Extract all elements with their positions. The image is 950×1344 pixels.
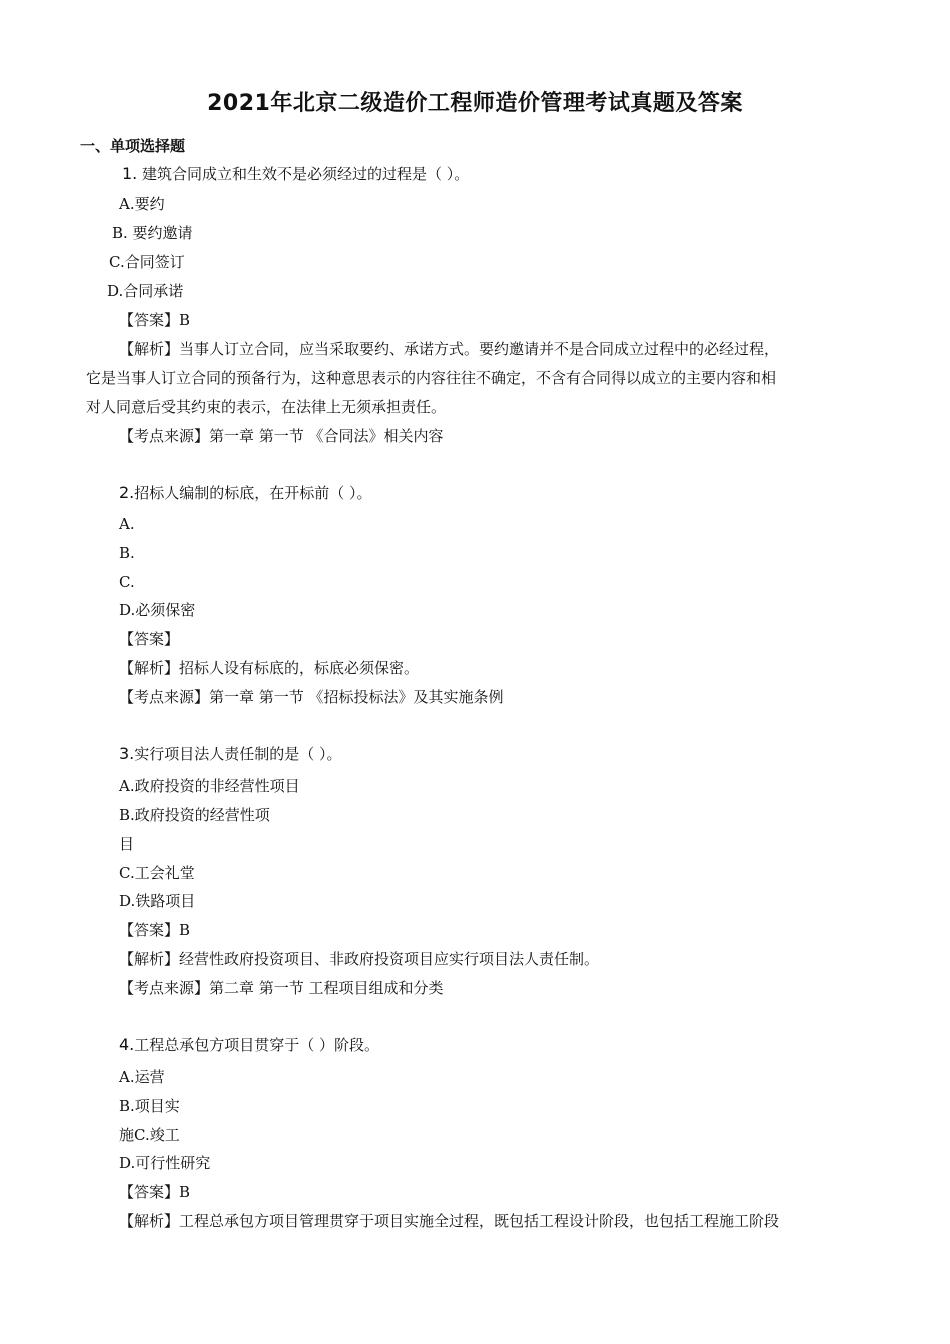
- question-3-number: 3.: [119, 744, 135, 763]
- question-2-stem: [119, 482, 372, 504]
- question-1-stem: [122, 163, 469, 185]
- question-4-analysis: 【解析】工程总承包方项目管理贯穿于项目实施全过程，既包括工程设计阶段，也包括工程施工阶段: [119, 1212, 780, 1230]
- section-heading: 一、单项选择题: [80, 137, 186, 155]
- question-1-option-d: D.合同承诺: [107, 282, 184, 300]
- question-4-answer: 【答案】B: [119, 1183, 191, 1201]
- question-2-option-c: C.: [119, 573, 135, 591]
- question-2-option-a: A.: [119, 515, 135, 533]
- question-1-answer: 【答案】B: [119, 311, 191, 329]
- question-1-option-b: B. 要约邀请: [112, 224, 193, 242]
- question-3-source: 【考点来源】第二章 第一节 工程项目组成和分类: [119, 979, 444, 997]
- question-3-answer: 【答案】B: [119, 921, 191, 939]
- question-2-answer: 【答案】: [119, 630, 180, 648]
- question-3-option-c: C.工会礼堂: [119, 864, 195, 882]
- question-1-text: 建筑合同成立和生效不是必须经过的过程是（ ）。: [137, 165, 470, 183]
- question-3-stem: [119, 743, 342, 765]
- question-1-analysis-line-1: 【解析】当事人订立合同，应当采取要约、承诺方式。要约邀请并不是合同成立过程中的必经过程，: [119, 340, 780, 358]
- question-2-analysis: 【解析】招标人设有标底的，标底必须保密。: [119, 659, 420, 677]
- question-4-option-c: 施C.竣工: [119, 1126, 180, 1144]
- question-1-analysis-line-2: 它是当事人订立合同的预备行为，这种意思表示的内容往往不确定，不含有合同得以成立的主要内容和相: [86, 369, 777, 387]
- question-4-option-b: B.项目实: [119, 1097, 180, 1115]
- page-title: 2021年北京二级造价工程师造价管理考试真题及答案: [207, 91, 743, 116]
- question-1-option-c: C.合同签订: [109, 253, 185, 271]
- question-2-source: 【考点来源】第一章 第一节 《招标投标法》及其实施条例: [119, 688, 504, 706]
- question-2-text: 招标人编制的标底，在开标前（ ）。: [134, 484, 372, 502]
- question-2-option-b: B.: [119, 544, 135, 562]
- question-3-option-a: A.政府投资的非经营性项目: [119, 777, 300, 795]
- question-1-option-a: A.要约: [119, 195, 165, 213]
- question-4-text: 工程总承包方项目贯穿于（ ）阶段。: [134, 1036, 380, 1054]
- question-3-option-b-continued: 目: [119, 835, 135, 853]
- question-4-stem: [119, 1034, 379, 1056]
- question-1-source: 【考点来源】第一章 第一节 《合同法》相关内容: [119, 427, 444, 445]
- question-3-option-b: B.政府投资的经营性项: [119, 806, 270, 824]
- question-3-option-d: D.铁路项目: [119, 892, 196, 910]
- question-4-option-a: A.运营: [119, 1068, 165, 1086]
- question-4-option-d: D.可行性研究: [119, 1154, 211, 1172]
- question-4-number: 4.: [119, 1035, 135, 1054]
- question-1-number: 1.: [122, 164, 138, 183]
- question-3-analysis: 【解析】经营性政府投资项目、非政府投资项目应实行项目法人责任制。: [119, 950, 600, 968]
- question-2-option-d: D.必须保密: [119, 601, 196, 619]
- question-3-text: 实行项目法人责任制的是（ ）。: [134, 745, 342, 763]
- question-2-number: 2.: [119, 483, 135, 502]
- question-1-analysis-line-3: 对人同意后受其约束的表示，在法律上无须承担责任。: [86, 398, 447, 416]
